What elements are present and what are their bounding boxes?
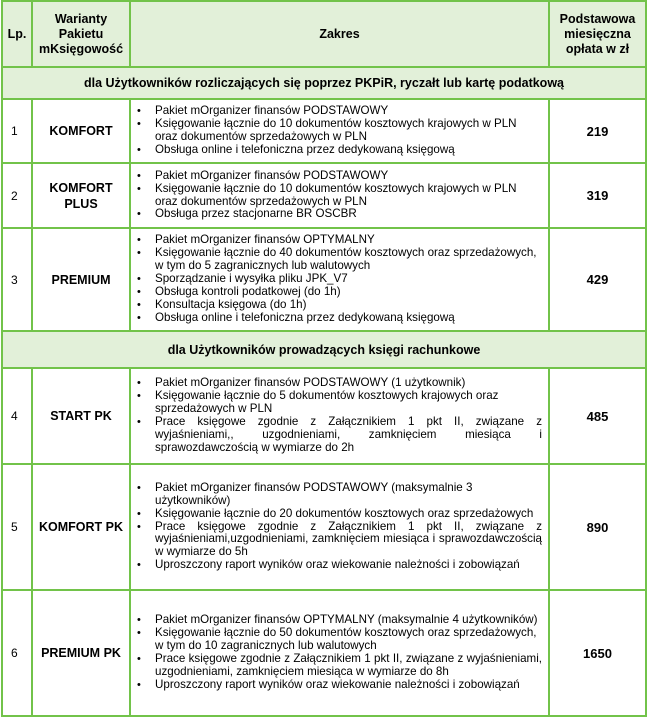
table-row [2,228,646,331]
table-row [2,163,646,228]
scope-item: • Pakiet mOrganizer finansów OPTYMALNY (maksymalnie 4 użytkowników) [131,614,542,627]
scope-item: • Księgowanie łącznie do 20 dokumentów kosztowych oraz sprzedażowych [131,508,542,521]
package-scope [130,228,549,331]
package-price: 219 [549,99,646,163]
package-name: PREMIUM [32,228,130,331]
scope-item: • Prace księgowe zgodnie z Załącznikiem 1 pkt II, związane z wyjaśnieniami, uzgodnieniami, zamknięciem miesiąca w wymiarze do 8h [131,653,542,679]
row-number: 5 [2,464,32,590]
scope-list [131,614,548,691]
package-scope [130,590,549,716]
scope-item: • Sporządzanie i wysyłka pliku JPK_V7 [131,273,542,286]
package-price: 890 [549,464,646,590]
section-header [2,331,646,368]
package-price: 319 [549,163,646,228]
scope-list [131,377,548,454]
scope-item: • Księgowanie łącznie do 50 dokumentów kosztowych oraz sprzedażowych, w tym do 10 zagranicznych lub walutowych [131,627,542,653]
scope-list [131,105,548,157]
scope-item: • Pakiet mOrganizer finansów PODSTAWOWY [131,170,542,183]
scope-item: • Pakiet mOrganizer finansów OPTYMALNY [131,234,542,247]
package-price: 485 [549,368,646,464]
header-price: Podstawowa miesięczna opłata w zł [549,1,646,67]
table-row [2,590,646,716]
scope-list [131,482,548,572]
package-scope [130,163,549,228]
row-number: 6 [2,590,32,716]
scope-item: • Księgowanie łącznie do 5 dokumentów kosztowych krajowych oraz sprzedażowych w PLN [131,390,542,416]
section-title: dla Użytkowników rozliczających się poprzez PKPiR, ryczałt lub kartę podatkową [2,67,646,99]
section-header [2,67,646,99]
table-row [2,368,646,464]
row-number: 1 [2,99,32,163]
package-name: START PK [32,368,130,464]
scope-list [131,170,548,222]
section-title: dla Użytkowników prowadzących księgi rachunkowe [2,331,646,368]
package-scope [130,368,549,464]
scope-item: • Uproszczony raport wyników oraz wiekowanie należności i zobowiązań [131,679,542,692]
header-variant: Warianty Pakietu mKsięgowość [32,1,130,67]
scope-item: • Konsultacja księgowa (do 1h) [131,299,542,312]
scope-list [131,234,548,324]
row-number: 2 [2,163,32,228]
scope-item: • Obsługa online i telefoniczna przez dedykowaną księgową [131,144,542,157]
scope-item: • Prace księgowe zgodnie z Załącznikiem 1 pkt II, związane z wyjaśnieniami,uzgodnieniami, zamknięciem miesiąca i sprawozdawczością w wymiarze do 5h [131,521,542,560]
scope-item: • Obsługa online i telefoniczna przez dedykowaną księgową [131,312,542,325]
package-name: KOMFORT PK [32,464,130,590]
table-row [2,99,646,163]
scope-item: • Uproszczony raport wyników oraz wiekowanie należności i zobowiązań [131,559,542,572]
header-scope: Zakres [130,1,549,67]
package-name: PREMIUM PK [32,590,130,716]
row-number: 4 [2,368,32,464]
scope-item: • Pakiet mOrganizer finansów PODSTAWOWY (1 użytkownik) [131,377,542,390]
scope-item: • Obsługa kontroli podatkowej (do 1h) [131,286,542,299]
package-price: 1650 [549,590,646,716]
scope-item: • Obsługa przez stacjonarne BR OSCBR [131,208,542,221]
scope-item: • Pakiet mOrganizer finansów PODSTAWOWY [131,105,542,118]
package-scope [130,99,549,163]
pricing-table [1,0,647,717]
package-name: KOMFORT [32,99,130,163]
package-price: 429 [549,228,646,331]
scope-item: • Pakiet mOrganizer finansów PODSTAWOWY (maksymalnie 3 użytkowników) [131,482,542,508]
header-lp: Lp. [2,1,32,67]
package-scope [130,464,549,590]
scope-item: • Księgowanie łącznie do 10 dokumentów kosztowych krajowych w PLN oraz dokumentów sprzedażowych w PLN [131,183,542,209]
scope-item: • Księgowanie łącznie do 10 dokumentów kosztowych krajowych w PLN oraz dokumentów sprzedażowych w PLN [131,118,542,144]
scope-item: • Księgowanie łącznie do 40 dokumentów kosztowych oraz sprzedażowych, w tym do 5 zagranicznych lub walutowych [131,247,542,273]
scope-item: • Prace księgowe zgodnie z Załącznikiem 1 pkt II, związane z wyjaśnieniami,, uzgodnieniami, zamknięciem miesiąca i sprawozdawczością w wymiarze do 2h [131,416,542,455]
package-name: KOMFORT PLUS [32,163,130,228]
header-row [2,1,646,67]
table-row [2,464,646,590]
row-number: 3 [2,228,32,331]
